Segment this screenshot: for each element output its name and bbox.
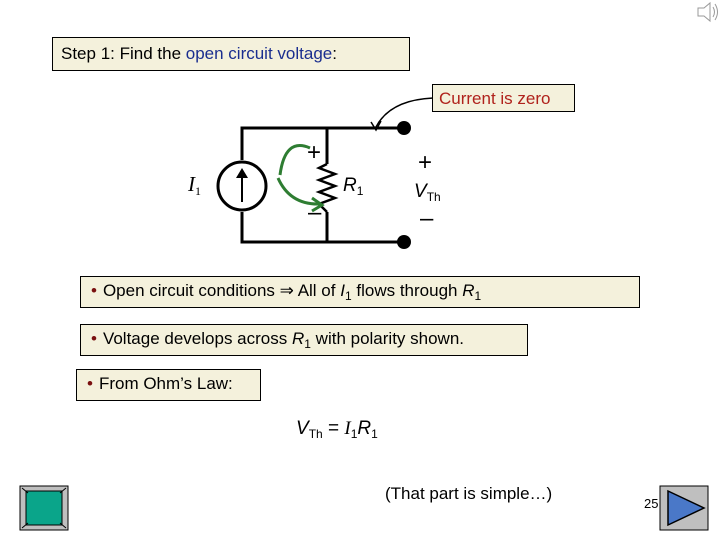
current-zero-note: Current is zero (432, 84, 575, 112)
source-label: $I_1$ (188, 172, 201, 198)
prev-slide-button[interactable] (20, 486, 68, 530)
terminal-top (397, 121, 411, 135)
footer-note: (That part is simple…) (385, 484, 553, 503)
ohms-law-equation: $V_{Th} = I_1R_1$ (296, 418, 378, 441)
title-suffix: : (332, 44, 337, 63)
page-number: 25 (644, 496, 659, 511)
speaker-icon[interactable] (698, 3, 718, 21)
resistor-minus: – (308, 199, 322, 226)
vth-minus: – (420, 205, 434, 232)
resistor-plus: + (307, 139, 322, 166)
vth-plus: + (418, 149, 433, 176)
bullet-voltage: • Voltage develops across $R_1$ with polarity shown. (80, 324, 528, 356)
bullet-open-circuit: • Open circuit conditions ⇒ All of $I_1$ flows through $R_1$ (80, 276, 640, 308)
title-highlight: open circuit voltage (185, 44, 333, 63)
terminal-bottom (397, 235, 411, 249)
next-slide-button[interactable] (660, 486, 708, 530)
resistor-label: $R_1$ (343, 175, 364, 198)
bullet-ohms-law: • From Ohm’s Law: (76, 369, 261, 401)
current-source (218, 162, 266, 210)
vth-label: $V_{Th}$ (414, 181, 441, 204)
title-prefix: Step 1: Find the (61, 44, 186, 63)
current-flow-arrow (280, 146, 310, 175)
